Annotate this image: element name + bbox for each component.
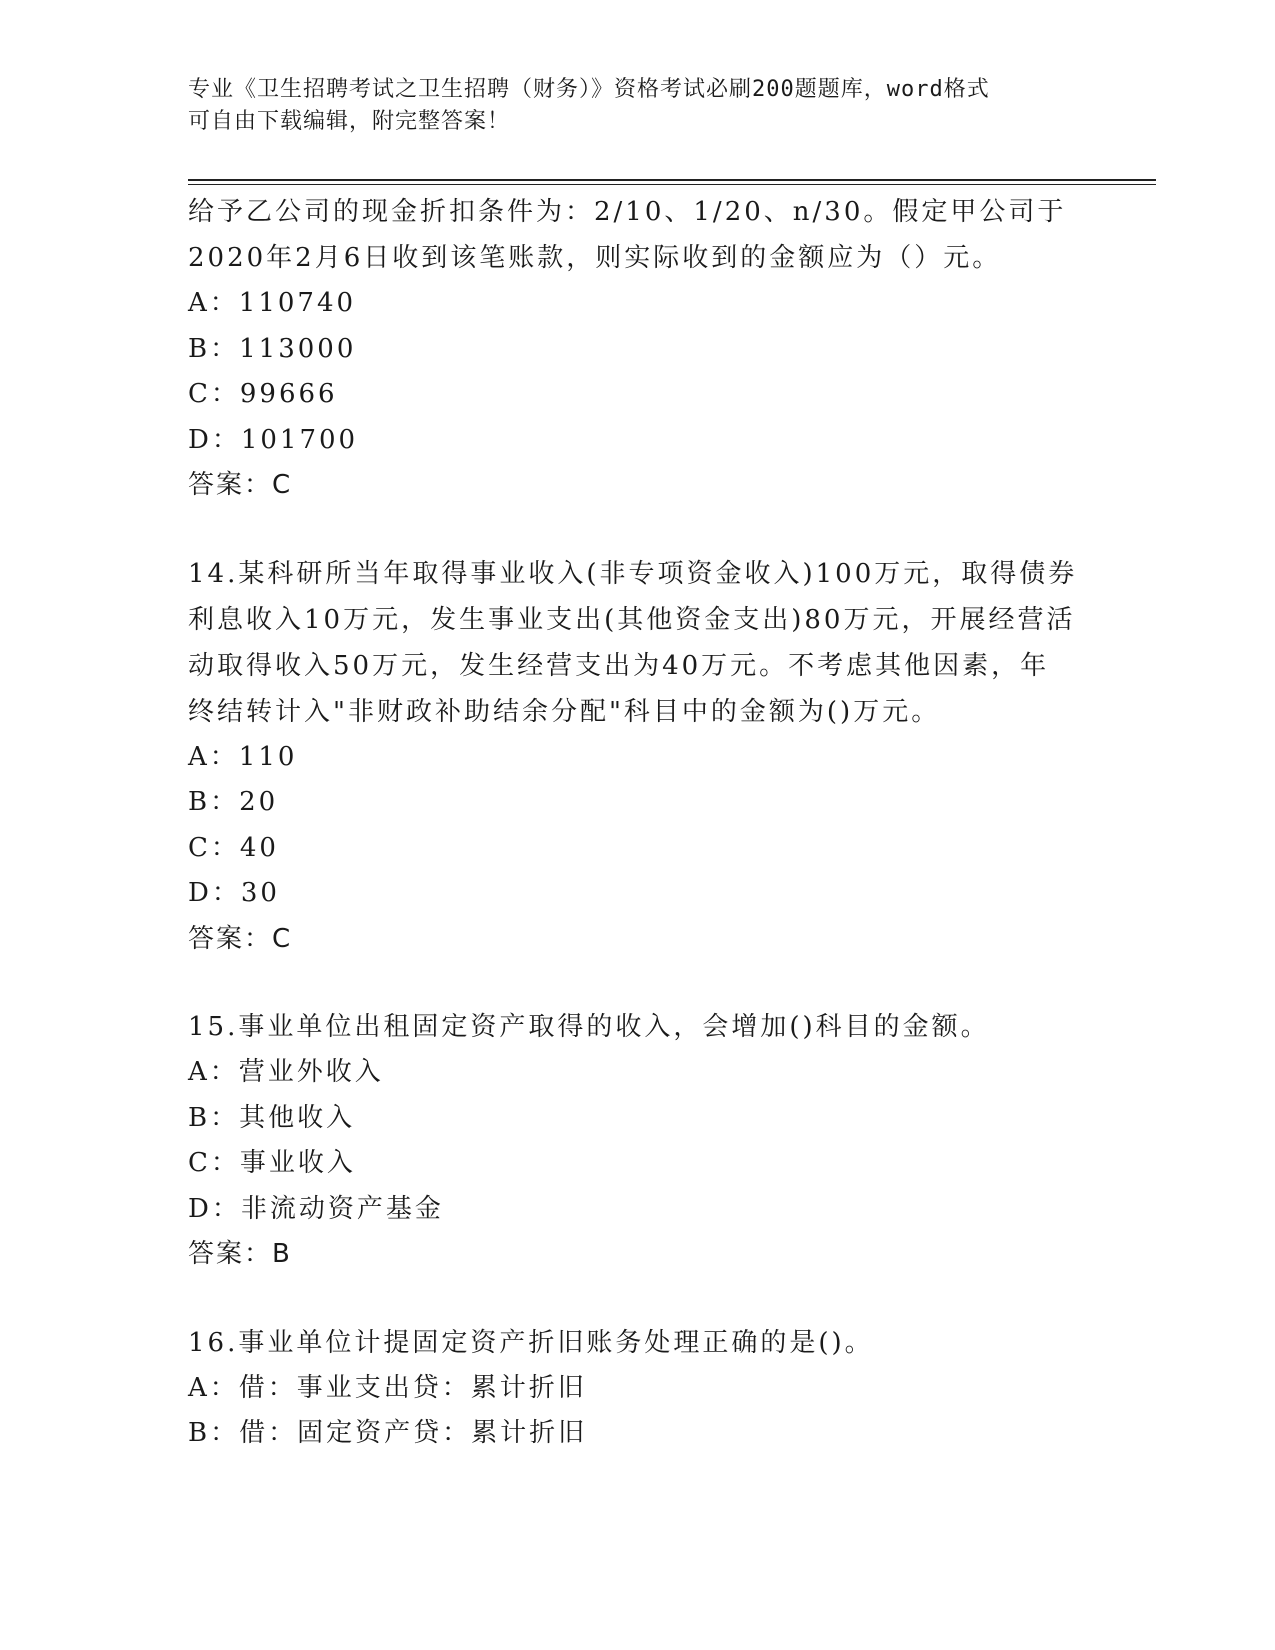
question-spacer: [188, 1278, 1088, 1320]
option-a: A：110740: [188, 288, 357, 318]
question-stem-line: 15.事业单位出租固定资产取得的收入，会增加()科目的金额。: [188, 1012, 990, 1042]
question-stem-line: 给予乙公司的现金折扣条件为：2/10、1/20、n/30。假定甲公司于: [188, 197, 1067, 227]
question-stem-line: 14.某科研所当年取得事业收入(非专项资金收入)100万元，取得债券: [188, 558, 1078, 589]
option-b: B：其他收入: [188, 1102, 356, 1133]
question-13: [188, 189, 1088, 509]
option-c: C：99666: [188, 379, 338, 409]
option-b: B：借：固定资产贷：累计折旧: [188, 1418, 588, 1448]
question-stem-line: 2020年2月6日收到该笔账款，则实际收到的金额应为（）元。: [188, 243, 1002, 273]
header-title-line-1: 专业《卫生招聘考试之卫生招聘（财务）》资格考试必刷200题题库，word格式: [188, 77, 990, 102]
question-stem-line: 16.事业单位计提固定资产折旧账务处理正确的是()。: [188, 1327, 874, 1358]
option-b: B：20: [188, 787, 279, 817]
option-d: D：30: [188, 878, 280, 908]
option-d: D：非流动资产基金: [188, 1193, 444, 1224]
question-list: [188, 189, 1088, 1457]
question-stem-line: 终结转计入"非财政补助结余分配"科目中的金额为()万元。: [188, 696, 941, 727]
header-divider-thick: [188, 179, 1156, 181]
question-14: [188, 551, 1088, 963]
option-a: A：营业外收入: [188, 1057, 384, 1087]
option-c: C：40: [188, 832, 279, 863]
question-16: [188, 1320, 1088, 1457]
option-a: A：借：事业支出贷：累计折旧: [188, 1372, 587, 1403]
option-b: B：113000: [188, 333, 357, 364]
header-divider-thin: [188, 184, 1156, 185]
document-header: [188, 74, 1068, 138]
answer-line: 答案：C: [188, 470, 293, 500]
question-15: [188, 1004, 1088, 1278]
answer-line: 答案：B: [188, 1239, 292, 1269]
question-spacer: [188, 509, 1088, 551]
question-stem-line: 利息收入10万元，发生事业支出(其他资金支出)80万元，开展经营活: [188, 604, 1076, 635]
option-a: A：110: [188, 741, 298, 772]
option-c: C：事业收入: [188, 1148, 356, 1178]
header-title-line-2: 可自由下载编辑，附完整答案！: [188, 109, 511, 134]
question-spacer: [188, 962, 1088, 1004]
question-stem-line: 动取得收入50万元，发生经营支出为40万元。不考虑其他因素，年: [188, 650, 1050, 681]
answer-line: 答案：C: [188, 923, 293, 954]
option-d: D：101700: [188, 424, 359, 455]
